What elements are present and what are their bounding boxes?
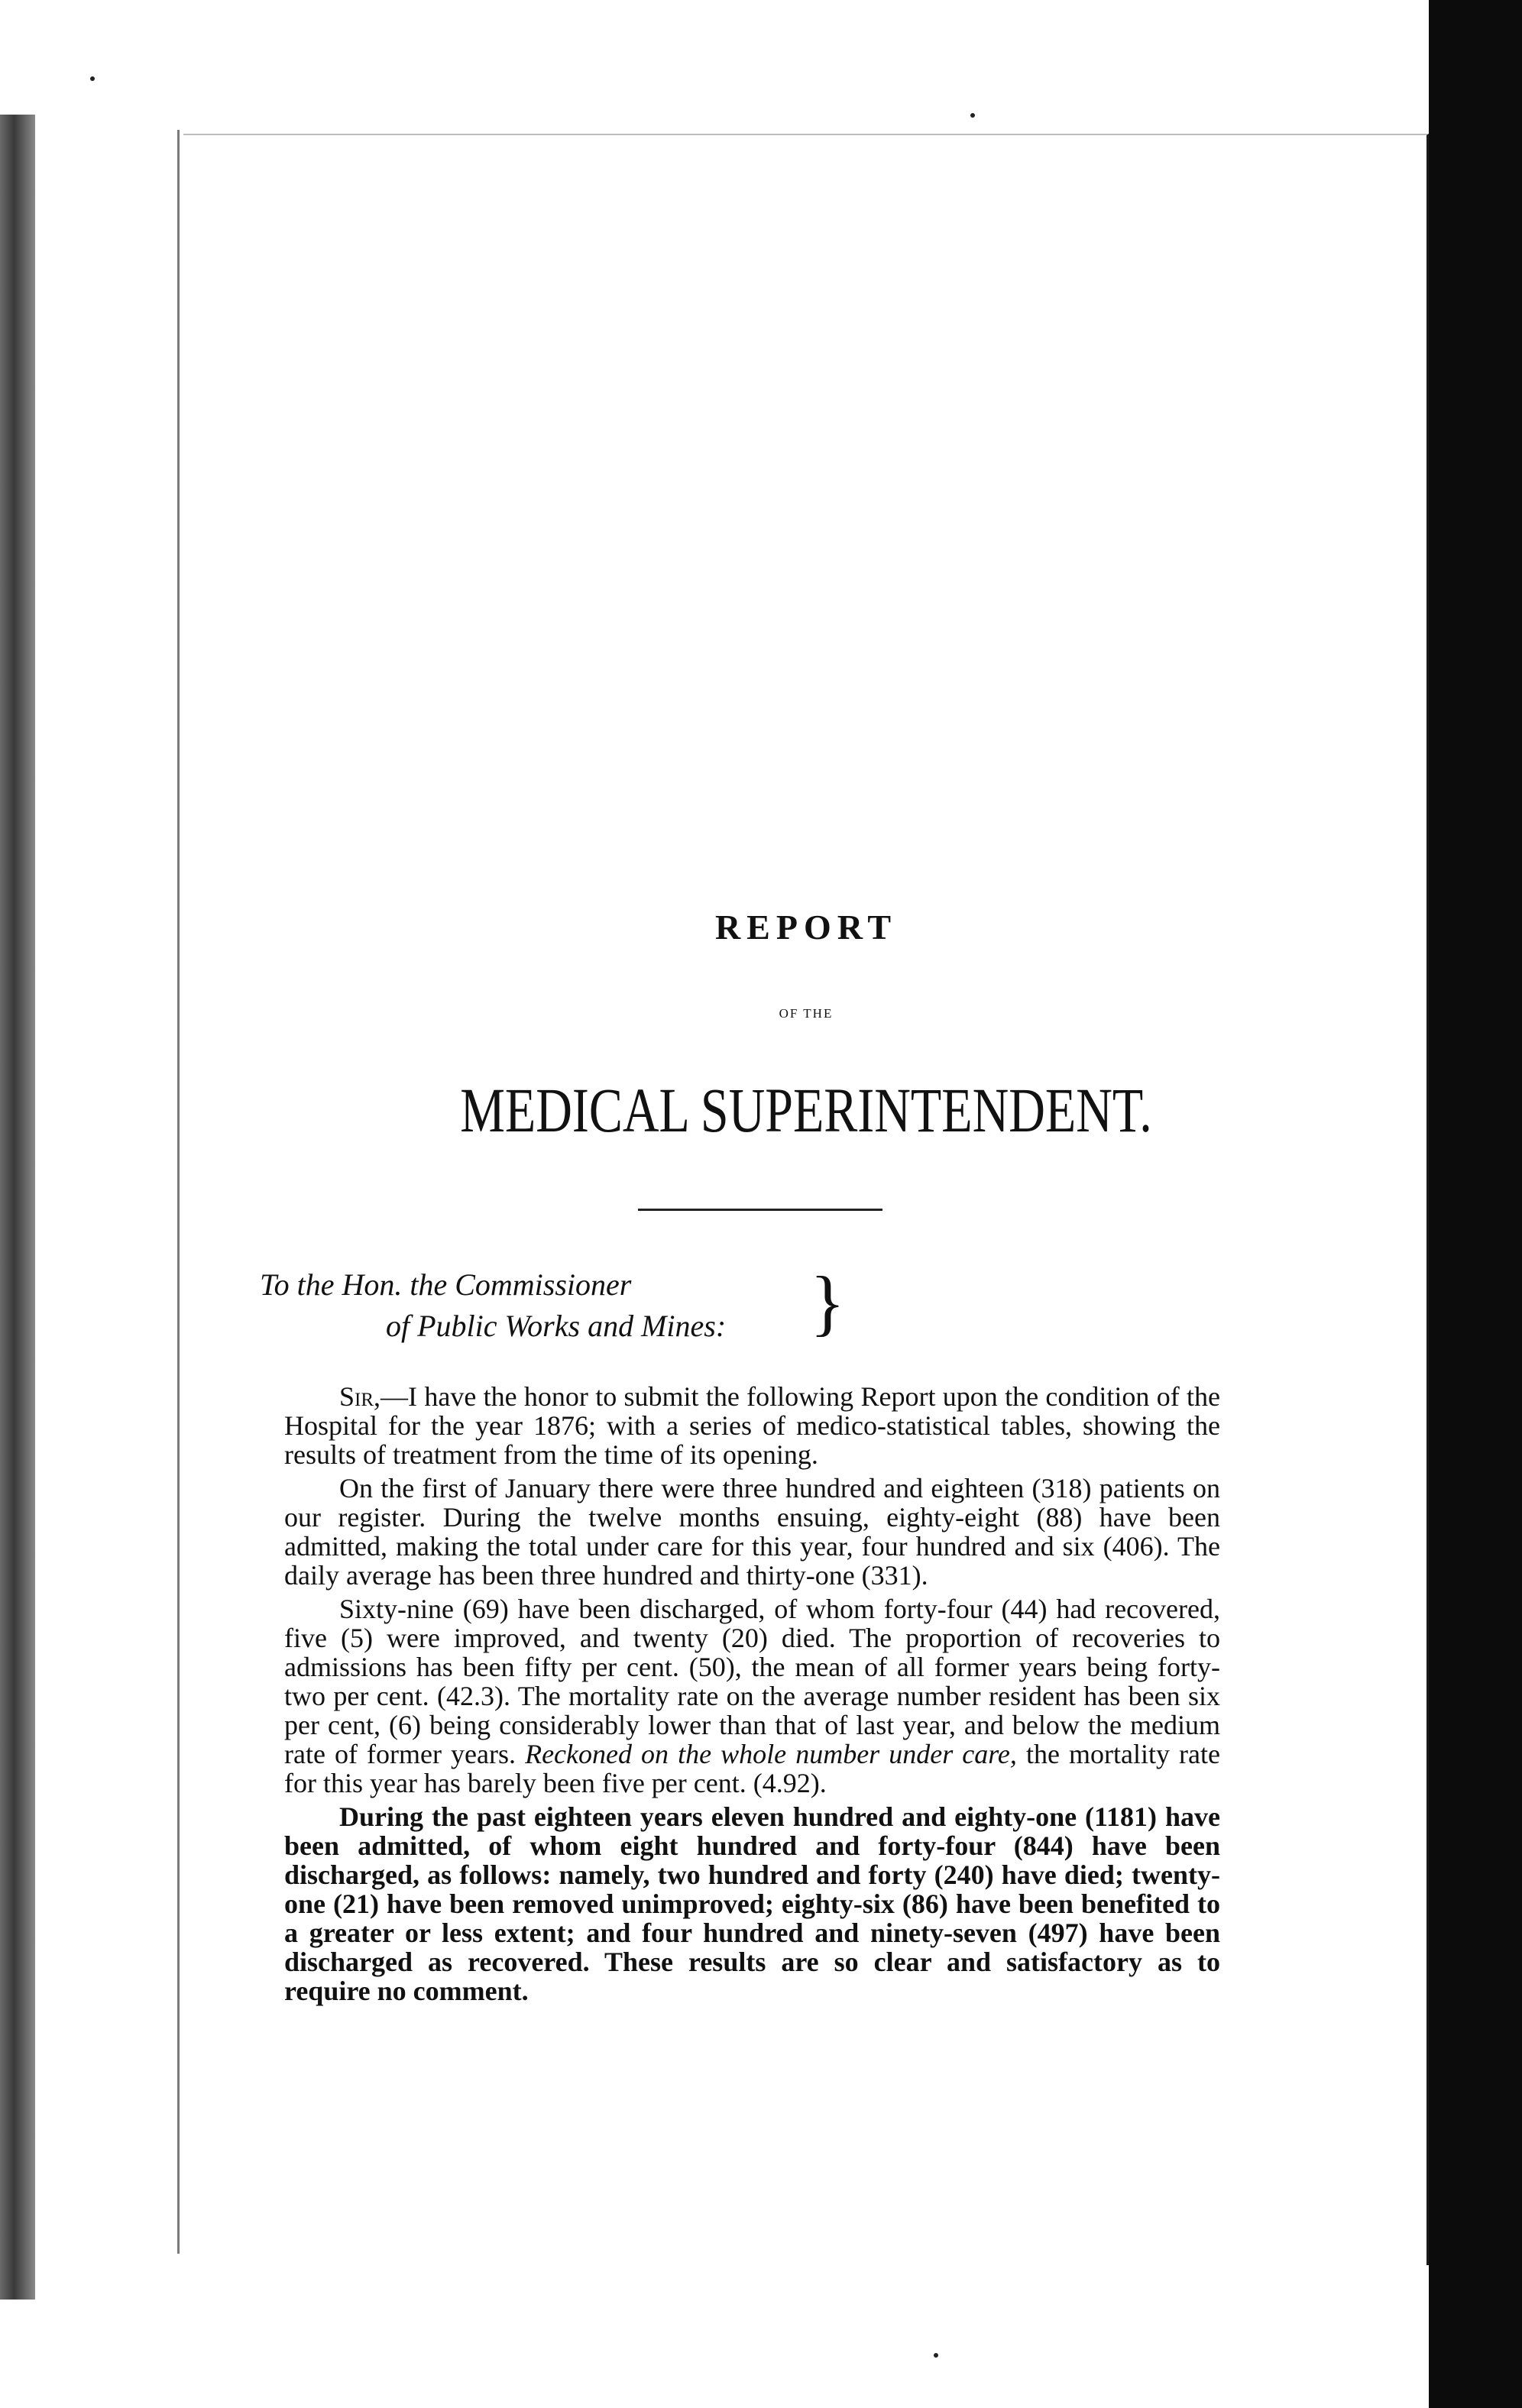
of-the-heading: OF THE xyxy=(779,1006,834,1021)
paragraph-3-emphasis: Reckoned on the whole number under care, xyxy=(525,1739,1017,1769)
report-heading: REPORT xyxy=(714,908,898,947)
address-line-2: of Public Works and Mines: xyxy=(386,1309,727,1343)
report-body xyxy=(284,1382,1220,2010)
paragraph-3-text-b: the mortality rate for this year has barely been five per cent. (4.92). xyxy=(284,1739,1221,1798)
book-binding-edge xyxy=(0,115,35,2300)
scan-speck xyxy=(970,113,975,118)
address-line-1: To the Hon. the Commissioner xyxy=(260,1267,632,1302)
scan-speck xyxy=(90,76,95,81)
salutation: Sir, xyxy=(339,1381,381,1412)
paragraph-1-text: —I have the honor to submit the following Report upon the condition of the Hospital for the year 1876; with a series of medico-statistical tables, showing the results of treatment from the time of its opening. xyxy=(284,1381,1220,1470)
address-brace: } xyxy=(810,1261,846,1343)
scan-speck xyxy=(934,2353,938,2358)
document-page xyxy=(183,134,1429,2265)
page-gutter-line xyxy=(177,130,180,2254)
paragraph-3-text-a: Sixty-nine (69) have been discharged, of whom forty-four (44) had recovered, five (5) were improved, and twenty (20) died. The proportion of recoveries to admissions has been fifty per cent. (50), the mean of all former years being forty-two per cent. (42.3). The mortality rate on the average number resident has been six per cent, (6) being considerably lower than that of last year, and below the medium rate of former years. xyxy=(284,1594,1220,1769)
paragraph-2: On the first of January there were three hundred and eighteen (318) patients on our register. During the twelve months ensuing, eighty-eight (88) have been admitted, making the total under care for this year, four hundred and six (406). The daily average has been three hundred and thirty-one (331). xyxy=(284,1473,1220,1591)
title-divider xyxy=(638,1209,882,1211)
page-title: MEDICAL SUPERINTENDENT. xyxy=(460,1076,1152,1146)
paragraph-3 xyxy=(284,1594,1220,1798)
paragraph-1 xyxy=(284,1382,1220,1469)
paragraph-4: During the past eighteen years eleven hundred and eighty-one (1181) have been admitted, of whom eight hundred and forty-four (844) have been discharged, as follows: namely, two hundred and forty (240) have died; twenty-one (21) have been removed unimproved; eighty-six (86) have been benefited to a greater or less extent; and four hundred and ninety-seven (497) have been discharged as recovered. These results are so clear and satisfactory as to require no comment. xyxy=(284,1801,1220,2006)
address-block xyxy=(260,1264,726,1347)
